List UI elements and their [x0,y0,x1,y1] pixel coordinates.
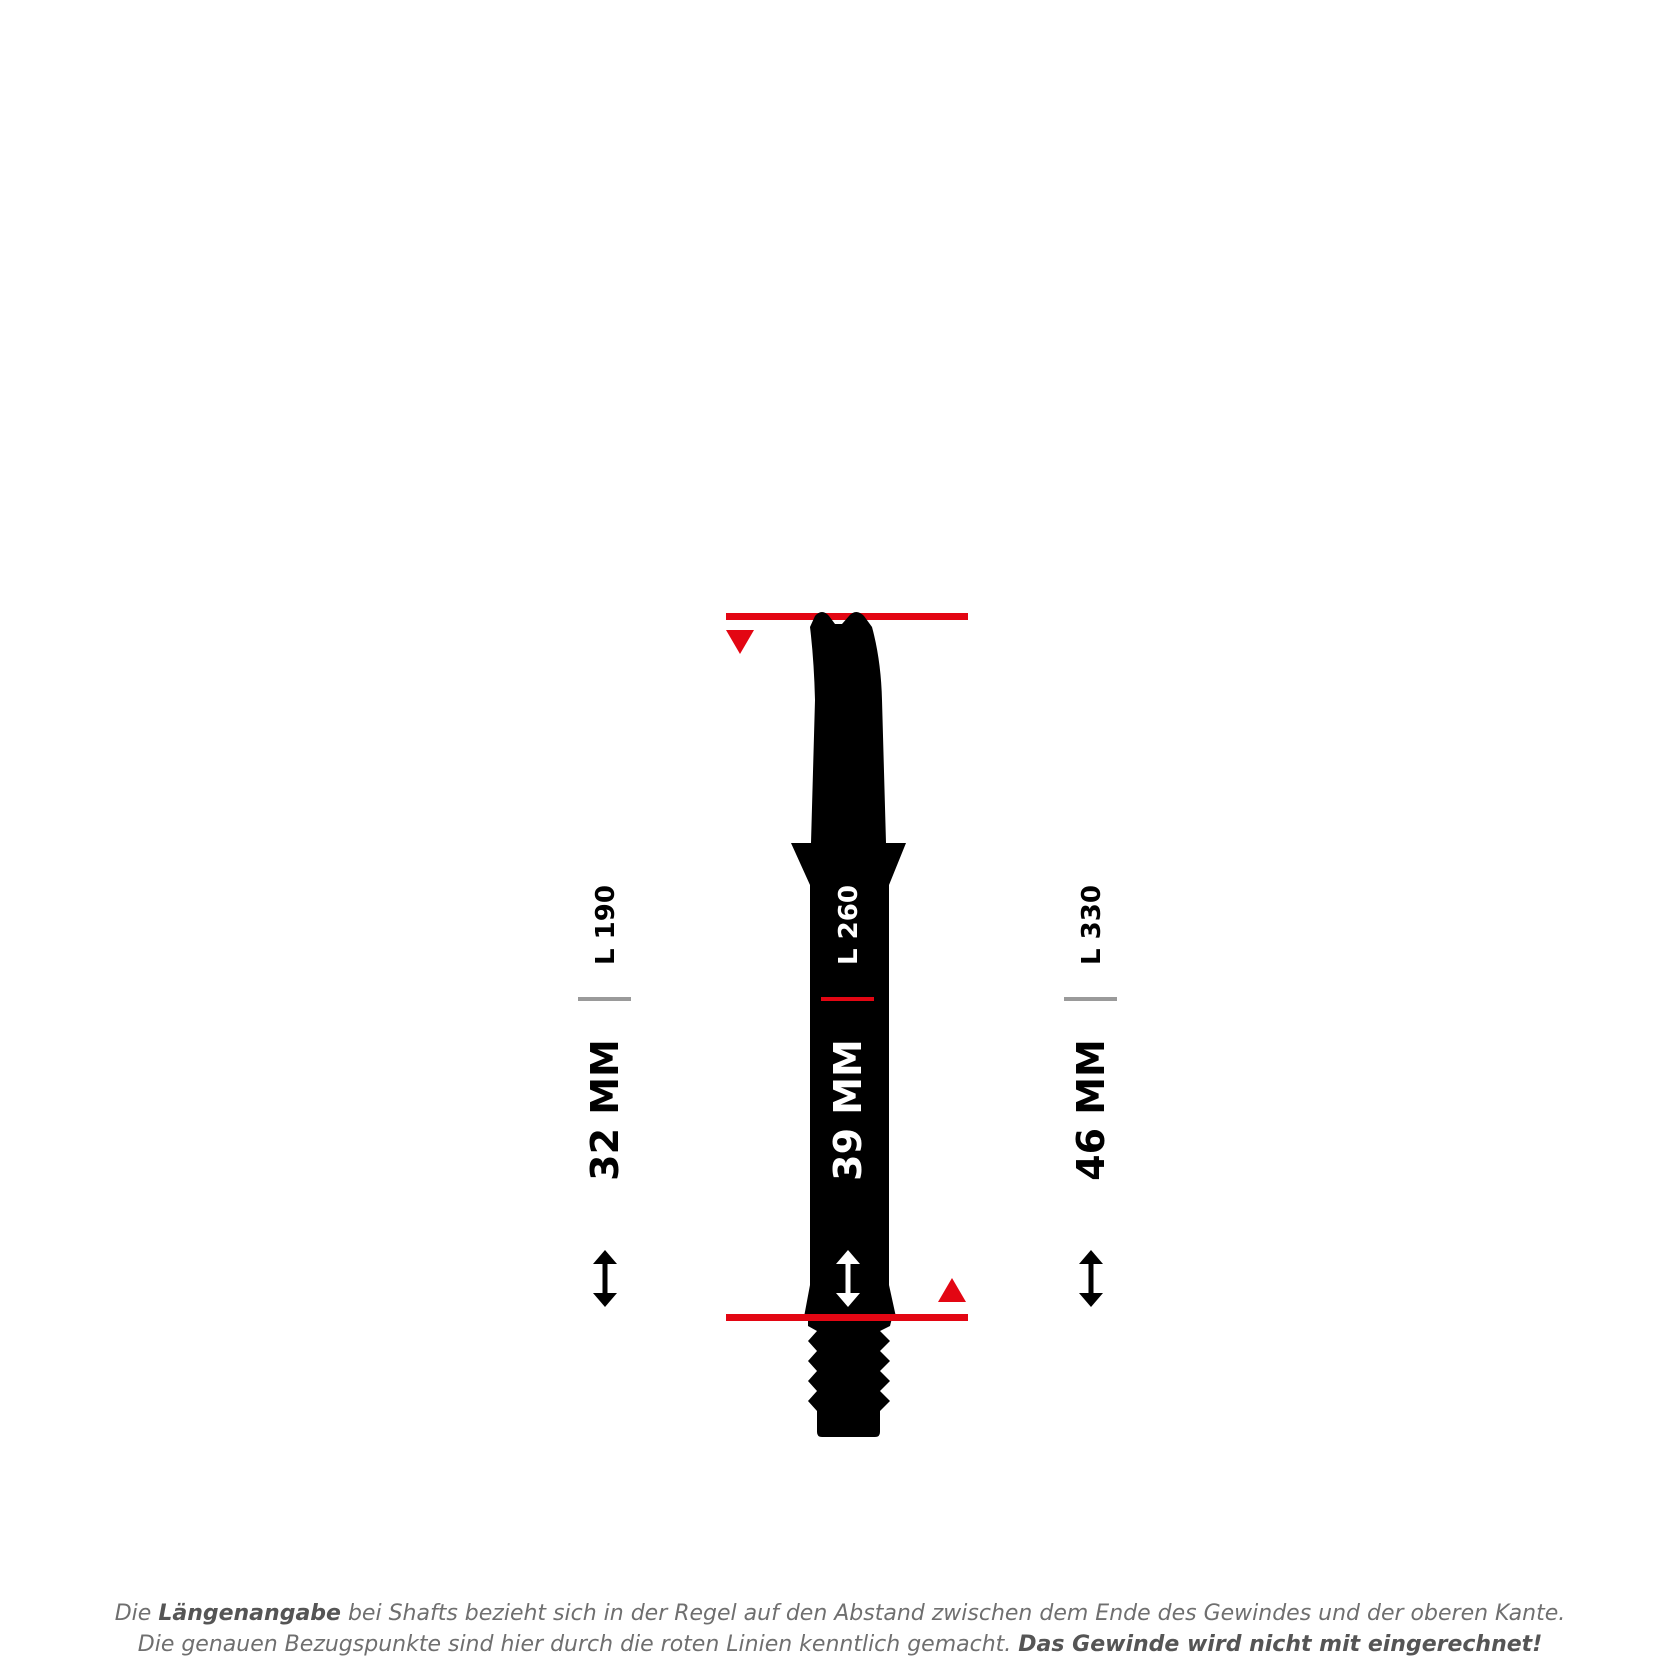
size-code-label: L 260 [834,885,864,965]
size-length-label: 46 MM [1069,1039,1113,1181]
size-divider [578,997,631,1001]
shaft-body [791,612,906,1322]
size-column-l190 [578,885,631,1307]
size-column-l330 [1064,885,1117,1307]
caption-line-1 [0,1598,1680,1629]
triangle-up-marker [938,1278,966,1302]
caption-line-2 [0,1629,1680,1660]
size-code-label: L 190 [591,885,621,965]
caption-text: Die [114,1601,159,1626]
shaft-thread [808,1318,892,1437]
caption [0,1598,1680,1660]
caption-emphasis: Längenangabe [158,1601,341,1626]
double-arrow-icon [593,1250,617,1307]
bottom-reference-line [726,1314,968,1321]
double-arrow-icon [1079,1250,1103,1307]
triangle-down-marker [726,630,754,654]
size-length-label: 32 MM [583,1039,627,1181]
size-divider [1064,997,1117,1001]
size-length-label: 39 MM [826,1039,870,1181]
caption-text: Die genauen Bezugspunkte sind hier durch die roten Linien kenntlich gemacht. [137,1632,1019,1657]
size-divider [821,997,874,1001]
caption-text: bei Shafts bezieht sich in der Regel auf den Abstand zwischen dem Ende des Gewindes und der oberen Kante. [340,1601,1566,1626]
size-code-label: L 330 [1077,885,1107,965]
caption-emphasis: Das Gewinde wird nicht mit eingerechnet! [1018,1632,1543,1657]
dart-shaft [791,612,906,1437]
